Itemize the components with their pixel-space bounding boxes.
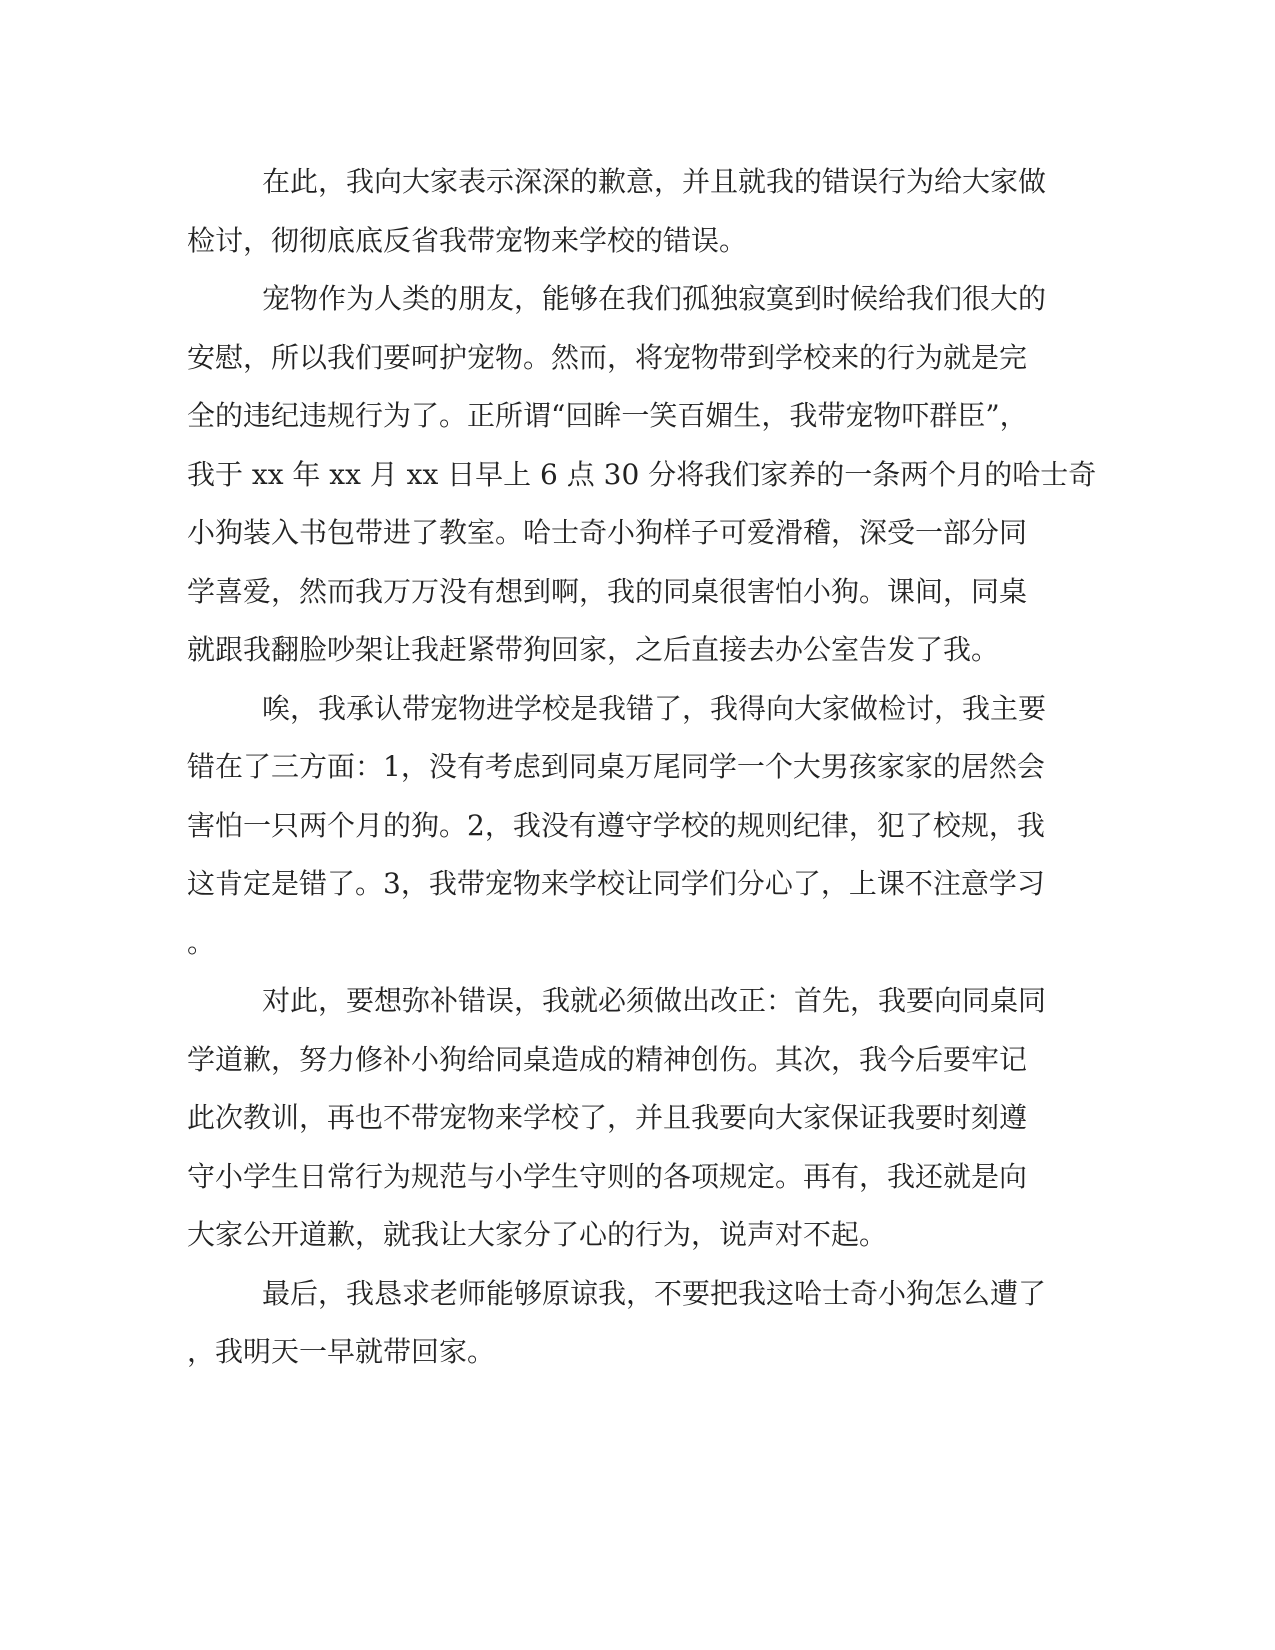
text-line: 在此，我向大家表示深深的歉意，并且就我的错误行为给大家做 <box>262 165 1047 198</box>
text-line: 最后，我恳求老师能够原谅我，不要把我这哈士奇小狗怎么遭了 <box>262 1277 1047 1310</box>
text-line: 就跟我翻脸吵架让我赶紧带狗回家，之后直接去办公室告发了我。 <box>187 633 1000 666</box>
text-line: 学喜爱，然而我万万没有想到啊，我的同桌很害怕小狗。课间，同桌 <box>187 575 1028 608</box>
text-line: 我于 xx 年 xx 月 xx 日早上 6 点 30 分将我们家养的一条两个月的哈士奇 <box>187 458 1097 491</box>
text-line: ，我明天一早就带回家。 <box>187 1335 496 1368</box>
text-line: 安慰，所以我们要呵护宠物。然而，将宠物带到学校来的行为就是完 <box>187 341 1028 374</box>
text-line: 唉，我承认带宠物进学校是我错了，我得向大家做检讨，我主要 <box>262 692 1047 725</box>
text-line: 小狗装入书包带进了教室。哈士奇小狗样子可爱滑稽，深受一部分同 <box>187 516 1028 549</box>
text-line: 错在了三方面：1，没有考虑到同桌万尾同学一个大男孩家家的居然会 <box>187 750 1045 783</box>
text-line: 害怕一只两个月的狗。2，我没有遵守学校的规则纪律，犯了校规，我 <box>187 809 1045 842</box>
text-line: 对此，要想弥补错误，我就必须做出改正：首先，我要向同桌同 <box>262 984 1047 1017</box>
text-line: 检讨，彻彻底底反省我带宠物来学校的错误。 <box>187 224 748 257</box>
text-line: 此次教训，再也不带宠物来学校了，并且我要向大家保证我要时刻遵 <box>187 1101 1028 1134</box>
text-line: 全的违纪违规行为了。正所谓“回眸一笑百媚生，我带宠物吓群臣”， <box>187 399 1028 432</box>
text-line: 宠物作为人类的朋友，能够在我们孤独寂寞到时候给我们很大的 <box>262 282 1047 315</box>
text-line: 这肯定是错了。3，我带宠物来学校让同学们分心了，上课不注意学习 <box>187 867 1045 900</box>
text-line: 大家公开道歉，就我让大家分了心的行为，说声对不起。 <box>187 1218 888 1251</box>
text-line: 。 <box>187 926 216 959</box>
text-line: 守小学生日常行为规范与小学生守则的各项规定。再有，我还就是向 <box>187 1160 1028 1193</box>
text-line: 学道歉，努力修补小狗给同桌造成的精神创伤。其次，我今后要牢记 <box>187 1043 1028 1076</box>
